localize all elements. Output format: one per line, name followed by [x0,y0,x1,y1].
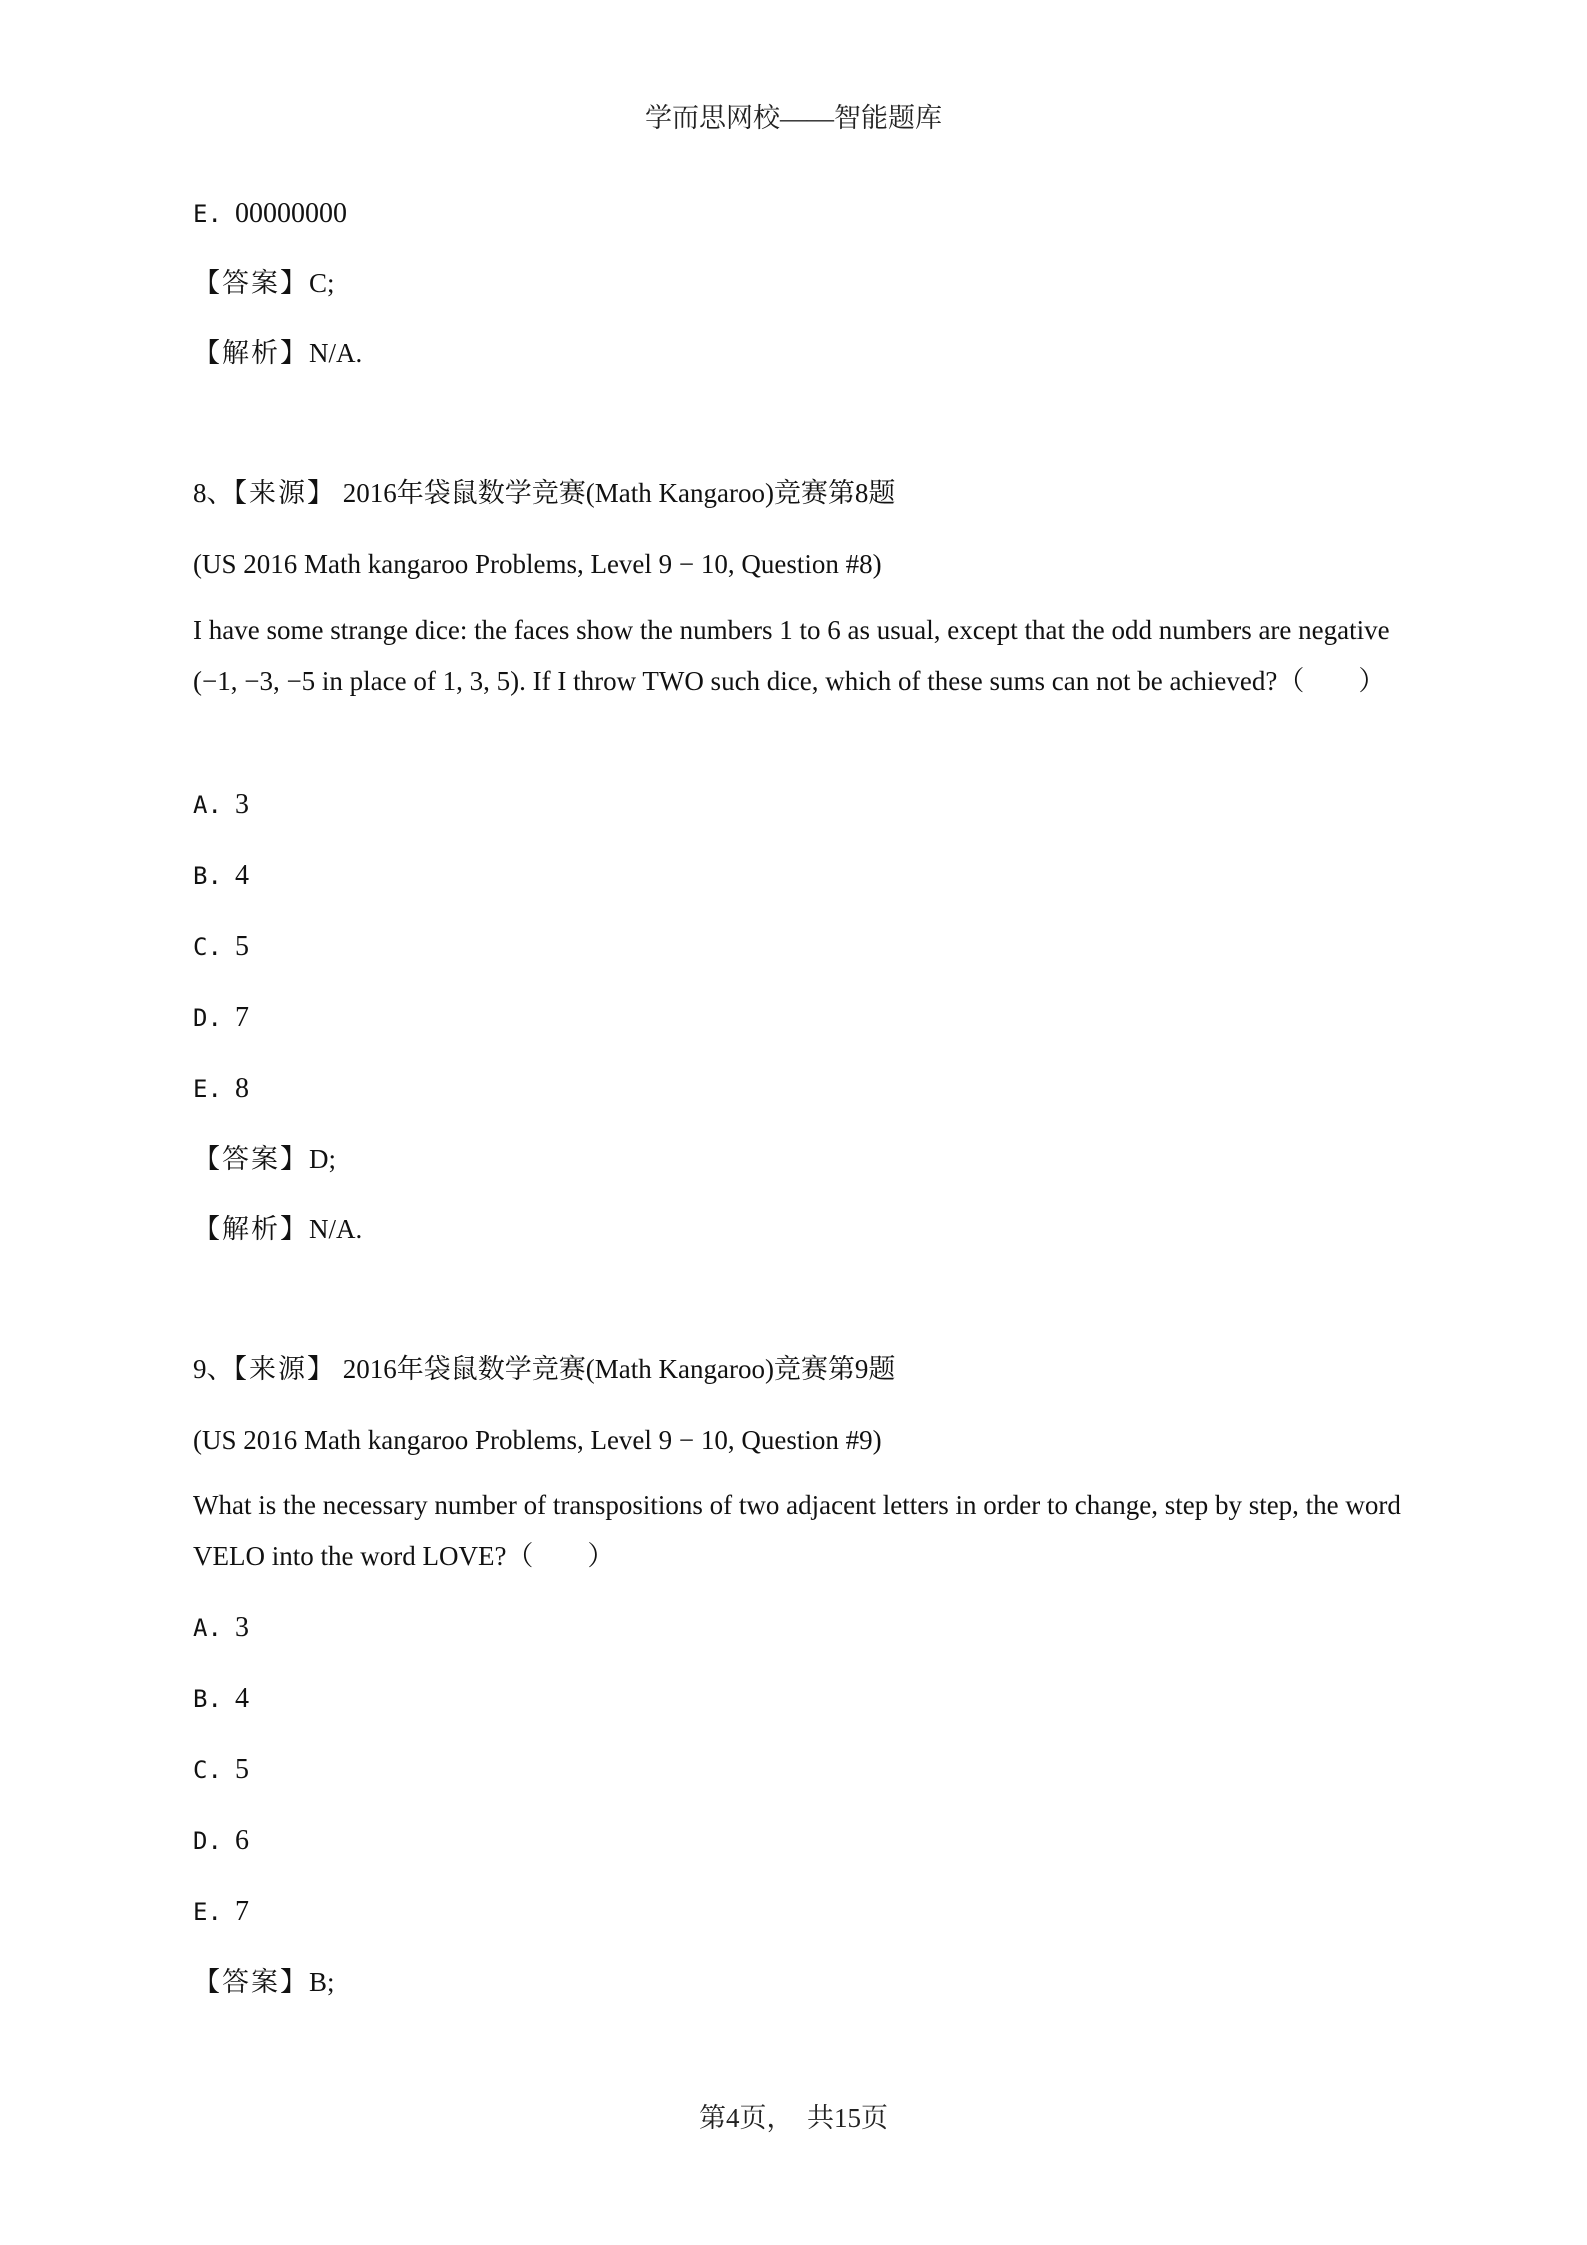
q8-subtitle: (US 2016 Math kangaroo Problems, Level 9 − 10, Question #8) [193,549,882,579]
page-header: 学而思网校——智能题库 [645,103,942,133]
answer-value: B; [309,1967,335,1997]
source-text: 2016年袋鼠数学竞赛(Math Kangaroo)竞赛第9题 [342,1354,896,1384]
page-footer: 第4页， 共15页 [699,2103,888,2133]
option-value: 7 [235,1002,249,1033]
analysis-value: N/A. [309,1214,363,1244]
option-value: 4 [235,1683,249,1714]
option-letter: E. [193,200,222,228]
q8-question: I have some strange dice: the faces show the numbers 1 to 6 as usual, except that the odd numbers are negative (−1, −3, −5 in place of 1, 3, 5). If I throw TWO such dice, which of these sums can not be achieved?（ ） [193,615,1390,696]
q8-option-b [193,858,249,893]
q9-answer [193,1965,335,1999]
question-number: 9、 [193,1354,234,1384]
q8-analysis [193,1212,362,1246]
option-letter: E. [193,1075,222,1103]
option-value: 5 [235,931,249,962]
analysis-value: N/A. [309,338,363,368]
option-letter: A. [193,1614,222,1642]
option-value: 5 [235,1754,249,1785]
q8-option-c [193,929,249,964]
option-value: 8 [235,1073,249,1104]
option-value: 7 [235,1896,249,1927]
q9-option-d [193,1823,249,1858]
q8-option-d [193,1000,249,1035]
answer-label: 【答案】 [193,268,309,298]
option-letter: B. [193,862,222,890]
source-label: 【来源】 [233,478,336,508]
q7-analysis [193,336,362,370]
option-letter: E. [193,1898,222,1926]
q9-option-a [193,1610,249,1645]
q8-option-e [193,1071,249,1106]
source-text: 2016年袋鼠数学竞赛(Math Kangaroo)竞赛第8题 [342,478,896,508]
option-letter: D. [193,1004,222,1032]
option-value: 3 [235,789,249,820]
option-value: 6 [235,1825,249,1856]
q9-question: What is the necessary number of transpositions of two adjacent letters in order to change, step by step, the word VELO into the word LOVE?（ ） [193,1490,1401,1571]
q8-option-a [193,787,249,822]
source-label: 【来源】 [233,1354,336,1384]
q9-option-e [193,1894,249,1929]
q7-option-e [193,196,347,231]
analysis-label: 【解析】 [193,1214,309,1244]
q9-option-c [193,1752,249,1787]
q9-subtitle: (US 2016 Math kangaroo Problems, Level 9 − 10, Question #9) [193,1425,882,1455]
q8-source-line [193,476,895,510]
option-value: 00000000 [235,198,347,229]
answer-value: D; [309,1144,336,1174]
option-letter: C. [193,933,222,961]
q9-source-line [193,1352,895,1386]
option-value: 4 [235,860,249,891]
answer-value: C; [309,268,335,298]
option-letter: B. [193,1685,222,1713]
answer-label: 【答案】 [193,1967,309,1997]
q8-answer [193,1142,336,1176]
answer-label: 【答案】 [193,1144,309,1174]
option-letter: C. [193,1756,222,1784]
option-letter: D. [193,1827,222,1855]
question-number: 8、 [193,478,234,508]
analysis-label: 【解析】 [193,338,309,368]
option-value: 3 [235,1612,249,1643]
q7-answer [193,266,335,300]
option-letter: A. [193,791,222,819]
q9-option-b [193,1681,249,1716]
